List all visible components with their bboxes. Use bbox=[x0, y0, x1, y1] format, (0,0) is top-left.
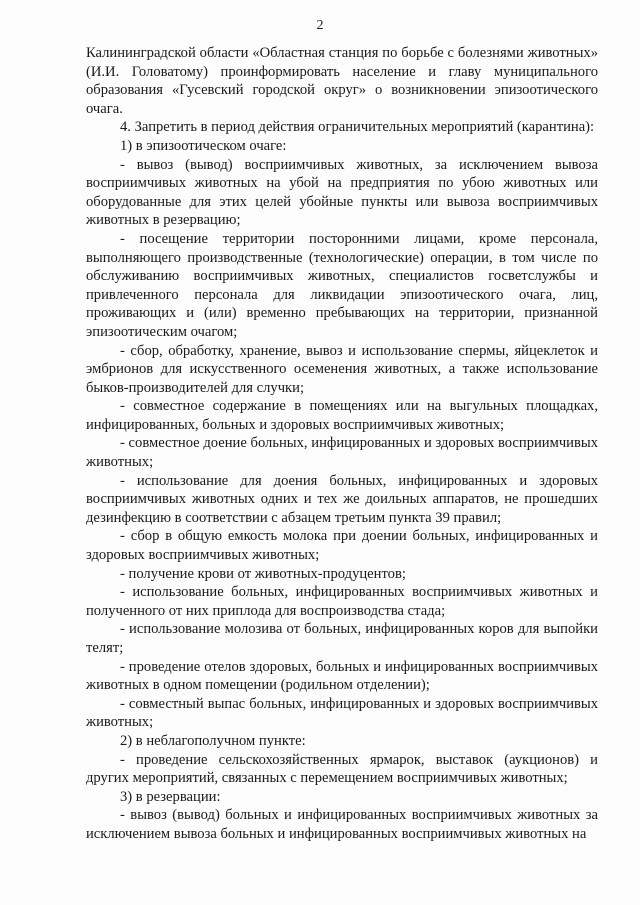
paragraph: - использование для доения больных, инфицированных и здоровых восприимчивых животных одних и тех же доильных аппаратов, не прошедших дезинфекцию в соответствии с абзацем третьим пункта 39 правил; bbox=[86, 472, 598, 526]
page-number: 2 bbox=[316, 18, 324, 33]
paragraph: - использование молозива от больных, инфицированных коров для выпойки телят; bbox=[86, 621, 598, 656]
paragraph: 2) в неблагополучном пункте: bbox=[120, 732, 306, 749]
paragraph: - сбор, обработку, хранение, вывоз и использование спермы, яйцеклеток и эмбрионов для искусственного осеменения животных, а также использование быков-производителей для случки; bbox=[86, 342, 598, 396]
paragraph: - посещение территории посторонними лицами, кроме персонала, выполняющего производственные (технологические) операции, в том числе по обслуживанию восприимчивых животных, специалистов госветслужбы и привлеченного персонала для ликвидации эпизоотического очага, лиц, проживающих и (или) временно пребывающих на территории, признанной эпизоотическим очагом; bbox=[86, 230, 598, 340]
paragraph: - проведение отелов здоровых, больных и инфицированных восприимчивых животных в одном помещении (родильном отделении); bbox=[86, 658, 598, 694]
paragraph: 4. Запретить в период действия ограничительных мероприятий (карантина): bbox=[120, 119, 595, 136]
paragraph: - вывоз (вывод) больных и инфицированных восприимчивых животных за исключением вывоза больных и инфицированных восприимчивых животных на bbox=[86, 807, 598, 842]
document-body bbox=[86, 44, 598, 844]
paragraph: - совместный выпас больных, инфицированных и здоровых восприимчивых животных; bbox=[86, 695, 598, 731]
paragraph: 1) в эпизоотическом очаге: bbox=[120, 137, 287, 154]
paragraph: - совместное доение больных, инфицированных и здоровых восприимчивых животных; bbox=[86, 435, 598, 471]
paragraph: - совместное содержание в помещениях или на выгульных площадках, инфицированных, больных и здоровых восприимчивых животных; bbox=[86, 398, 598, 433]
paragraph: - вывоз (вывод) восприимчивых животных, за исключением вывоза восприимчивых животных на убой на предприятия по убою животных или оборудованные для этих целей убойные пункты или вывоза восприимчивых животных в резервацию; bbox=[86, 156, 598, 229]
paragraph: - получение крови от животных-продуцентов; bbox=[120, 565, 406, 582]
paragraph: - проведение сельскохозяйственных ярмарок, выставок (аукционов) и других мероприятий, связанных с перемещением восприимчивых животных; bbox=[86, 751, 598, 787]
paragraph: - использование больных, инфицированных восприимчивых животных и полученного от них приплода для воспроизводства стада; bbox=[86, 584, 598, 619]
paragraph: - сбор в общую емкость молока при доении больных, инфицированных и здоровых восприимчивых животных; bbox=[86, 528, 598, 564]
paragraph: 3) в резервации: bbox=[120, 788, 221, 805]
paragraph: Калининградской области «Областная станция по борьбе с болезнями животных» (И.И. Головатому) проинформировать население и главу муниципального образования «Гусевский городской округ» о возникновении эпизоотического очага. bbox=[86, 45, 598, 117]
